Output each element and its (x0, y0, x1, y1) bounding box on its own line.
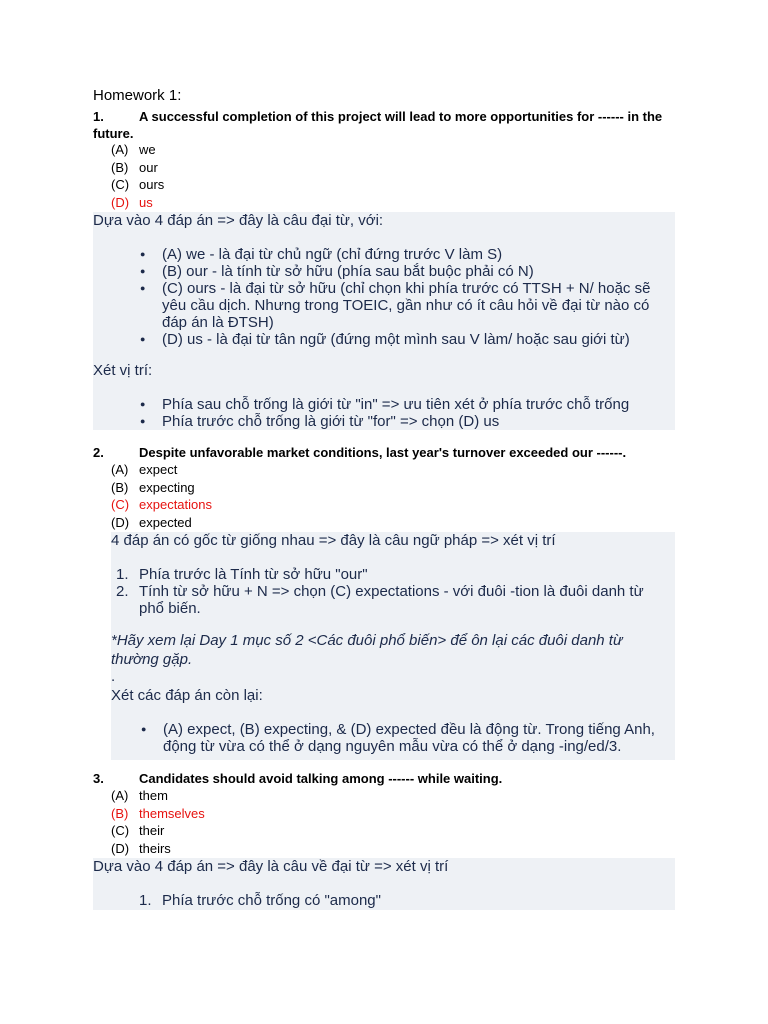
dot-line: . (111, 668, 116, 685)
list-item: ● (B) our - là tính từ sở hữu (phía sau bắt buộc phải có N) (162, 263, 670, 280)
option-text: theirs (139, 841, 171, 857)
option-c-correct (111, 496, 212, 514)
option-letter: (A) (111, 142, 129, 157)
option-letter: (B) (111, 805, 129, 821)
q2-explanation (111, 532, 675, 760)
option-text: us (139, 195, 153, 211)
option-text: expect (139, 462, 178, 477)
option-letter: (D) (111, 195, 130, 211)
option-text: their (139, 823, 165, 839)
option-a (111, 787, 205, 805)
option-text: we (139, 142, 156, 157)
question-number: 3. (93, 771, 104, 786)
position-list (162, 396, 670, 430)
question-2 (93, 444, 683, 461)
step-text: Phía trước là Tính từ sở hữu "our" (139, 566, 368, 583)
step-text: Phía trước chỗ trống có "among" (162, 892, 381, 909)
explanation-intro: Dựa vào 4 đáp án => đây là câu về đại từ => xét vị trí (93, 858, 449, 875)
option-letter: (D) (111, 515, 130, 531)
option-text: them (139, 788, 168, 803)
list-item (139, 892, 662, 909)
option-d (111, 514, 212, 532)
step-text: Tính từ sở hữu + N => chọn (C) expectations - với đuôi -tion là đuôi danh từ phổ biến. (139, 583, 644, 617)
others-list (163, 721, 673, 755)
option-letter: (A) (111, 462, 129, 477)
option-text: expectations (139, 497, 212, 513)
explanation-intro: 4 đáp án có gốc từ giống nhau => đây là câu ngữ pháp => xét vị trí (111, 532, 556, 549)
steps-list (116, 566, 669, 617)
option-b (111, 479, 212, 497)
others-label: Xét các đáp án còn lại: (111, 687, 263, 704)
list-item (116, 566, 669, 583)
step-number: 1. (116, 566, 129, 583)
q2-options (111, 461, 212, 532)
question-3 (93, 770, 683, 787)
step-number: 1. (139, 892, 152, 909)
option-d (111, 840, 205, 858)
option-b-correct (111, 805, 205, 823)
q3-explanation (93, 858, 675, 910)
option-letter: (C) (111, 497, 130, 513)
question-text: Despite unfavorable market conditions, last year's turnover exceeded our ------. (139, 445, 627, 460)
option-text: expected (139, 515, 192, 531)
list-item: ● (A) expect, (B) expecting, & (D) expected đều là động từ. Trong tiếng Anh, động từ vừa có thể ở dạng nguyên mẫu vừa có thể ở dạng -ing/ed/3. (163, 721, 673, 755)
list-item: ● Phía trước chỗ trống là giới từ "for" => chọn (D) us (162, 413, 670, 430)
list-item: ● Phía sau chỗ trống là giới từ "in" => ưu tiên xét ở phía trước chỗ trống (162, 396, 670, 413)
question-1 (93, 108, 683, 142)
option-letter: (A) (111, 788, 129, 803)
option-text: our (139, 159, 158, 175)
question-number: 1. (93, 109, 104, 124)
option-text: expecting (139, 479, 195, 495)
step-number: 2. (116, 583, 129, 600)
option-a (111, 141, 164, 159)
option-letter: (C) (111, 823, 130, 839)
explanation-intro: Dựa vào 4 đáp án => đây là câu đại từ, với: (93, 212, 384, 229)
question-text: Candidates should avoid talking among ------ while waiting. (139, 771, 503, 786)
position-label: Xét vị trí: (93, 362, 153, 379)
option-letter: (C) (111, 177, 130, 193)
list-item: ● (A) we - là đại từ chủ ngữ (chỉ đứng trước V làm S) (162, 246, 670, 263)
option-text: themselves (139, 805, 205, 821)
review-note: *Hãy xem lại Day 1 mục số 2 <Các đuôi phổ biến> để ôn lại các đuôi danh từ thường gặp. (111, 632, 623, 668)
q1-options (111, 141, 164, 212)
question-number: 2. (93, 445, 104, 460)
option-c (111, 176, 164, 194)
option-d-correct (111, 194, 164, 212)
pronoun-list (162, 246, 670, 348)
list-item (116, 583, 669, 617)
list-item: ● (C) ours - là đại từ sở hữu (chỉ chọn khi phía trước có TTSH + N/ hoặc sẽ yêu cầu dịch. Nhưng trong TOEIC, gần như có ít câu hỏi về đại từ nào có đáp án là ĐTSH) (162, 280, 670, 331)
steps-list (139, 892, 662, 909)
option-letter: (D) (111, 841, 130, 857)
option-a (111, 461, 212, 479)
page-title: Homework 1: (93, 87, 182, 104)
q1-explanation (93, 212, 675, 430)
option-letter: (B) (111, 159, 129, 175)
option-b (111, 159, 164, 177)
option-letter: (B) (111, 479, 129, 495)
list-item: ● (D) us - là đại từ tân ngữ (đứng một mình sau V làm/ hoặc sau giới từ) (162, 331, 670, 348)
question-text: A successful completion of this project will lead to more opportunities for ------ in the future. (93, 109, 663, 141)
option-text: ours (139, 177, 165, 193)
option-c (111, 822, 205, 840)
q3-options (111, 787, 205, 858)
